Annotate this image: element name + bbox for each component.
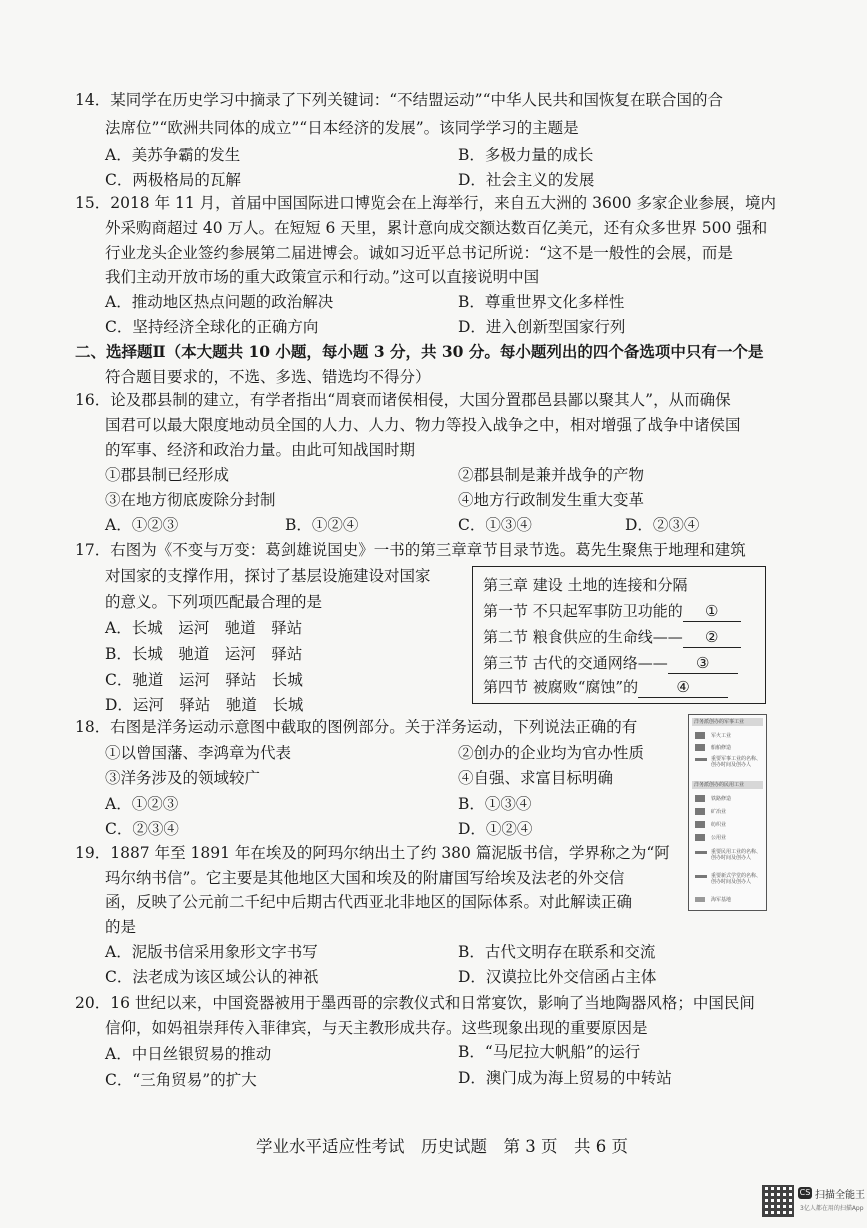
section-2-header-line1: 二、选择题Ⅱ（本大题共 10 小题，每小题 3 分，共 30 分。每小题列出的四个备选项中只有一个是 xyxy=(75,342,764,361)
q16-stem-line2: 国君可以最大限度地动员全国的人力、人力、物力等投入战争之中，相对增强了战争中诸侯国 xyxy=(105,416,741,434)
q16-option-a: A．①②③ xyxy=(105,516,179,534)
q15-stem-line1: 15．2018 年 11 月，首届中国国际进口博览会在上海举行，来自五大洲的 3600 多家企业参展，境内 xyxy=(75,194,776,212)
q18-stem-line1: 18．右图是洋务运动示意图中截取的图例部分。关于洋务运动，下列说法正确的有 xyxy=(75,718,638,736)
q17-option-d: D．运河 驿站 驰道 长城 xyxy=(105,696,304,714)
q15-stem-line2: 外采购商超过 40 万人。在短短 6 天里，累计意向成交额达数百亿美元，还有众多世界 500 强和 xyxy=(105,219,768,237)
school-text-sample-icon xyxy=(695,875,707,878)
q19-stem-line3: 函，反映了公元前二千纪中后期古代西亚北非地区的国际体系。对此解读正确 xyxy=(105,893,633,911)
q18-statement-1: ①以曾国藩、李鸿章为代表 xyxy=(105,744,292,762)
q18-statement-3: ③洋务涉及的领域较广 xyxy=(105,769,261,787)
q18-option-a: A．①②③ xyxy=(105,795,179,813)
q17-table-of-contents xyxy=(472,566,766,704)
q14-option-c: C．两极格局的瓦解 xyxy=(105,171,241,189)
toc-section-2: 第二节 粮食供应的生命线—— ② xyxy=(483,627,741,648)
textile-icon xyxy=(695,821,705,828)
arms-industry-icon xyxy=(695,732,705,739)
shipyard-icon xyxy=(695,744,705,751)
scanner-name: 扫描全能王 xyxy=(815,1190,865,1201)
utilities-icon xyxy=(695,834,705,841)
legend-item-schools: 重要新式学堂的名称、创办时间及创办人 xyxy=(711,873,762,885)
toc-blank-1: ① xyxy=(683,601,741,622)
legend-item-utilities: 公用业 xyxy=(711,835,727,841)
q19-option-c: C．法老成为该区域公认的神祇 xyxy=(105,968,319,986)
q17-option-c: C．驰道 运河 驿站 长城 xyxy=(105,671,303,689)
q18-statement-4: ④自强、求富目标明确 xyxy=(458,769,614,787)
legend-item-military-names: 重要军事工业的名称、创办时间及创办人 xyxy=(711,756,762,768)
q16-statement-1: ①郡县制已经形成 xyxy=(105,466,230,484)
mining-icon xyxy=(695,808,705,815)
legend-item-arms: 军火工业 xyxy=(711,733,732,739)
toc-blank-2: ② xyxy=(683,627,741,648)
q16-statement-4: ④地方行政制发生重大变革 xyxy=(458,491,645,509)
toc-section-4: 第四节 被腐败“腐蚀”的 ④ xyxy=(483,677,728,698)
q17-option-b: B．长城 驰道 运河 驿站 xyxy=(105,645,303,663)
q18-statement-2: ②创办的企业均为官办性质 xyxy=(458,744,645,762)
q16-statement-2: ②郡县制是兼并战争的产物 xyxy=(458,466,645,484)
q20-option-d: D．澳门成为海上贸易的中转站 xyxy=(458,1069,672,1087)
section-2-header-line2: 符合题目要求的，不选、多选、错选均不得分） xyxy=(105,368,431,386)
q20-option-c: C．“三角贸易”的扩大 xyxy=(105,1071,257,1089)
legend-item-textile: 纺织业 xyxy=(711,822,727,828)
q14-option-b: B．多极力量的成长 xyxy=(458,146,594,164)
q17-option-a: A．长城 运河 驰道 驿站 xyxy=(105,619,303,637)
q16-option-d: D．②③④ xyxy=(625,516,700,534)
q14-stem-line2: 法席位”“欧洲共同体的成立”“日本经济的发展”。该同学学习的主题是 xyxy=(105,119,579,137)
q14-option-d: D．社会主义的发展 xyxy=(458,171,595,189)
railway-icon xyxy=(695,795,705,802)
toc-chapter-title: 第三章 建设 土地的连接和分隔 xyxy=(483,576,688,594)
q18-map-legend xyxy=(688,714,767,911)
q16-option-b: B．①②④ xyxy=(285,516,359,534)
scanner-watermark xyxy=(760,1183,865,1221)
q20-stem-line2: 信仰，如妈祖崇拜传入菲律宾，与天主教形成共存。这些现象出现的重要原因是 xyxy=(105,1019,648,1037)
scanner-logo-icon: CS xyxy=(799,1188,811,1197)
q15-stem-line3: 行业龙头企业签约参展第二届进博会。诚如习近平总书记所说：“这不是一般性的会展，而是 xyxy=(105,244,733,262)
q19-stem-line2: 玛尔纳书信”。它主要是其他地区大国和埃及的附庸国写给埃及法老的外交信 xyxy=(105,869,625,887)
q15-option-a: A．推动地区热点问题的政治解决 xyxy=(105,293,334,311)
q19-stem-line4: 的是 xyxy=(105,918,137,936)
legend-header-civil: 洋务派创办的民用工业 xyxy=(692,781,763,789)
q15-option-c: C．坚持经济全球化的正确方向 xyxy=(105,318,319,336)
q19-stem-line1: 19．1887 年至 1891 年在埃及的阿玛尔纳出土了约 380 篇泥版书信，学界称之为“阿 xyxy=(75,844,670,862)
q18-option-d: D．①②④ xyxy=(458,820,533,838)
q19-option-a: A．泥版书信采用象形文字书写 xyxy=(105,943,318,961)
q17-stem-line2: 对国家的支撑作用，探讨了基层设施建设对国家 xyxy=(105,567,431,585)
q17-stem-line3: 的意义。下列项匹配最合理的是 xyxy=(105,593,323,611)
toc-blank-4: ④ xyxy=(638,677,728,698)
qr-code-icon xyxy=(762,1185,794,1217)
toc-blank-3: ③ xyxy=(668,653,738,674)
legend-item-mining: 矿冶业 xyxy=(711,809,727,815)
scanner-tagline: 3亿人都在用的扫描App xyxy=(800,1205,864,1212)
q18-option-b: B．①③④ xyxy=(458,795,532,813)
legend-item-shipyard: 船舶修造 xyxy=(711,745,732,751)
q18-option-c: C．②③④ xyxy=(105,820,179,838)
legend-item-naval-base: 海军基地 xyxy=(711,897,732,903)
toc-section-3: 第三节 古代的交通网络—— ③ xyxy=(483,653,738,674)
page-footer: 学业水平适应性考试 历史试题 第 3 页 共 6 页 xyxy=(256,1137,628,1156)
q20-option-b: B．“马尼拉大帆船”的运行 xyxy=(458,1043,641,1061)
q16-stem-line1: 16．论及郡县制的建立，有学者指出“周衰而诸侯相侵，大国分置郡邑县鄙以聚其人”，从而确保 xyxy=(75,391,731,409)
q20-option-a: A．中日丝银贸易的推动 xyxy=(105,1045,272,1063)
military-text-sample-icon xyxy=(695,758,707,761)
legend-header-military: 洋务派创办的军事工业 xyxy=(692,718,763,726)
q17-stem-line1: 17．右图为《不变与万变：葛剑雄说国史》一书的第三章章节目录节选。葛先生聚焦于地理和建筑 xyxy=(75,541,746,559)
civil-text-sample-icon xyxy=(695,851,707,854)
q15-option-b: B．尊重世界文化多样性 xyxy=(458,293,625,311)
q16-statement-3: ③在地方彻底废除分封制 xyxy=(105,491,276,509)
legend-item-civil-names: 重要民用工业的名称、创办时间及创办人 xyxy=(711,849,762,861)
q19-option-b: B．古代文明存在联系和交流 xyxy=(458,943,656,961)
toc-section-1: 第一节 不只起军事防卫功能的 ① xyxy=(483,601,741,622)
q14-option-a: A．美苏争霸的发生 xyxy=(105,146,241,164)
q16-stem-line3: 的军事、经济和政治力量。由此可知战国时期 xyxy=(105,441,416,459)
q19-option-d: D．汉谟拉比外交信函占主体 xyxy=(458,968,657,986)
legend-item-railway: 铁路修造 xyxy=(711,796,732,802)
q16-option-c: C．①③④ xyxy=(458,516,532,534)
q15-option-d: D．进入创新型国家行列 xyxy=(458,318,626,336)
naval-base-icon xyxy=(695,897,705,902)
q20-stem-line1: 20．16 世纪以来，中国瓷器被用于墨西哥的宗教仪式和日常宴饮，影响了当地陶器风格；中国民间 xyxy=(75,994,755,1012)
q15-stem-line4: 我们主动开放市场的重大政策宣示和行动。”这可以直接说明中国 xyxy=(105,268,540,286)
q14-stem-line1: 14．某同学在历史学习中摘录了下列关键词：“不结盟运动”“中华人民共和国恢复在联合国的合 xyxy=(75,91,723,109)
